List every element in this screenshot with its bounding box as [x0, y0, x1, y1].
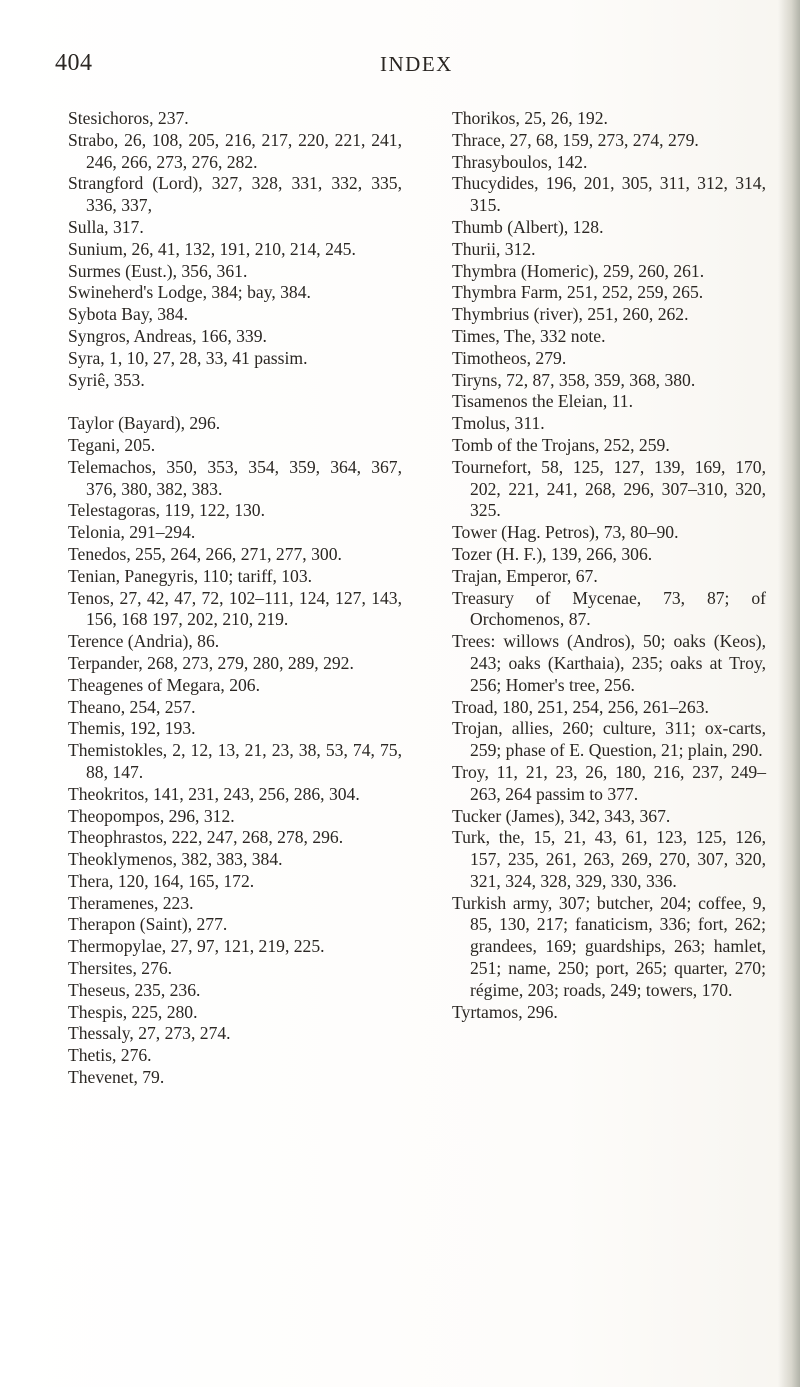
- index-entry: Telestagoras, 119, 122, 130.: [68, 500, 265, 521]
- index-entry: Therapon (Saint), 277.: [68, 914, 228, 935]
- index-entry: Theano, 254, 257.: [68, 696, 196, 717]
- section-gap: [68, 391, 402, 413]
- index-entry: Tyrtamos, 296.: [452, 1001, 558, 1022]
- index-entry: Syriê, 353.: [68, 369, 145, 390]
- index-entry: Theramenes, 223.: [68, 892, 194, 913]
- index-entry: Themistokles, 2, 12, 13, 21, 23, 38, 53, 74, 75, 88, 147.: [68, 740, 402, 782]
- index-entry: Tenedos, 255, 264, 266, 271, 277, 300.: [68, 543, 342, 564]
- page-edge-shadow: [778, 0, 800, 1387]
- index-entry: Thrace, 27, 68, 159, 273, 274, 279.: [452, 129, 699, 150]
- index-entry: Thespis, 225, 280.: [68, 1001, 198, 1022]
- index-entry: Tegani, 205.: [68, 434, 156, 455]
- index-entry: Thessaly, 27, 273, 274.: [68, 1023, 231, 1044]
- index-entry: Stesichoros, 237.: [68, 108, 189, 128]
- index-entry: Trojan, allies, 260; culture, 311; ox-carts, 259; phase of E. Question, 21; plain, 290.: [452, 718, 766, 761]
- index-entry: Terence (Andria), 86.: [68, 631, 220, 652]
- index-entry: Treasury of Mycenae, 73, 87; of Orchomenos, 87.: [452, 587, 766, 630]
- index-entry: Swineherd's Lodge, 384; bay, 384.: [68, 282, 311, 303]
- index-entry: Theagenes of Megara, 206.: [68, 674, 260, 695]
- index-entry: Thymbra (Homeric), 259, 260, 261.: [452, 260, 705, 281]
- index-entry: Turkish army, 307; butcher, 204; coffee, 9, 85, 130, 217; fanaticism, 336; fort, 262; grandees, 169; guardships, 263; hamlet, 251; name, 250; port, 265; quarter, 270; régime, 203; roads, 249; towers, 170.: [452, 892, 766, 1000]
- index-entry: Tower (Hag. Petros), 73, 80–90.: [452, 522, 679, 543]
- index-entry: Strangford (Lord), 327, 328, 331, 332, 335, 336, 337,: [68, 173, 402, 216]
- index-entry: Timotheos, 279.: [452, 347, 567, 368]
- index-entry: Thersites, 276.: [68, 958, 173, 979]
- index-entry: Thermopylae, 27, 97, 121, 219, 225.: [68, 936, 325, 957]
- index-column-left: [68, 108, 402, 1089]
- index-entry: Troy, 11, 21, 23, 26, 180, 216, 237, 249–263, 264 passim to 377.: [452, 761, 766, 804]
- index-entry: Tozer (H. F.), 139, 266, 306.: [452, 543, 653, 564]
- index-entry: Tournefort, 58, 125, 127, 139, 169, 170, 202, 221, 241, 268, 296, 307–310, 320, 325.: [452, 456, 766, 521]
- index-entry: Theophrastos, 222, 247, 268, 278, 296.: [68, 827, 344, 848]
- index-entry: Thrasyboulos, 142.: [452, 151, 588, 172]
- index-entry: Thetis, 276.: [68, 1045, 152, 1066]
- index-entry: Syngros, Andreas, 166, 339.: [68, 325, 267, 346]
- index-entry: Sunium, 26, 41, 132, 191, 210, 214, 245.: [68, 238, 356, 259]
- running-title: INDEX: [380, 52, 453, 76]
- index-entry: Thymbra Farm, 251, 252, 259, 265.: [452, 282, 704, 303]
- index-entry: Tomb of the Trojans, 252, 259.: [452, 434, 670, 455]
- index-entry: Theseus, 235, 236.: [68, 979, 201, 1000]
- index-entry: Turk, the, 15, 21, 43, 61, 123, 125, 126, 157, 235, 261, 263, 269, 270, 307, 320, 321, 324, 328, 329, 330, 336.: [452, 827, 766, 891]
- page-header: [55, 50, 755, 80]
- index-entry: Thevenet, 79.: [68, 1067, 165, 1088]
- index-entry: Telonia, 291–294.: [68, 522, 196, 543]
- index-entry: Trees: willows (Andros), 50; oaks (Keos), 243; oaks (Karthaia), 235; oaks at Troy, 256; Homer's tree, 256.: [452, 631, 766, 695]
- index-entry: Thera, 120, 164, 165, 172.: [68, 870, 255, 891]
- index-column-right: [452, 108, 766, 1023]
- index-entry: Terpander, 268, 273, 279, 280, 289, 292.: [68, 652, 354, 673]
- index-entry: Theoklymenos, 382, 383, 384.: [68, 849, 283, 870]
- index-entry: Thucydides, 196, 201, 305, 311, 312, 314, 315.: [452, 173, 766, 216]
- index-entry: Thurii, 312.: [452, 238, 536, 259]
- index-entry: Trajan, Emperor, 67.: [452, 565, 598, 586]
- index-entry: Tenian, Panegyris, 110; tariff, 103.: [68, 565, 313, 586]
- page-number: 404: [55, 50, 93, 76]
- index-entry: Surmes (Eust.), 356, 361.: [68, 260, 248, 281]
- index-entry: Telemachos, 350, 353, 354, 359, 364, 367, 376, 380, 382, 383.: [68, 456, 402, 499]
- index-entry: Tmolus, 311.: [452, 413, 545, 434]
- index-entry: Sybota Bay, 384.: [68, 304, 189, 325]
- index-entry: Thumb (Albert), 128.: [452, 216, 604, 237]
- index-entry: Times, The, 332 note.: [452, 325, 606, 346]
- index-entry: Tiryns, 72, 87, 358, 359, 368, 380.: [452, 369, 696, 390]
- index-entry: Sulla, 317.: [68, 216, 144, 237]
- index-entry: Taylor (Bayard), 296.: [68, 413, 221, 434]
- index-entry: Syra, 1, 10, 27, 28, 33, 41 passim.: [68, 347, 308, 368]
- index-entry: Themis, 192, 193.: [68, 718, 196, 739]
- index-entry: Tenos, 27, 42, 47, 72, 102–111, 124, 127, 143, 156, 168 197, 202, 210, 219.: [68, 587, 402, 630]
- index-entry: Tucker (James), 342, 343, 367.: [452, 805, 671, 826]
- index-entry: Tisamenos the Eleian, 11.: [452, 391, 633, 412]
- index-entry: Thorikos, 25, 26, 192.: [452, 108, 608, 128]
- index-entry: Strabo, 26, 108, 205, 216, 217, 220, 221, 241, 246, 266, 273, 276, 282.: [68, 129, 402, 172]
- index-entry: Theokritos, 141, 231, 243, 256, 286, 304.: [68, 783, 360, 804]
- index-entry: Thymbrius (river), 251, 260, 262.: [452, 304, 689, 325]
- index-entry: Troad, 180, 251, 254, 256, 261–263.: [452, 696, 709, 717]
- index-entry: Theopompos, 296, 312.: [68, 805, 235, 826]
